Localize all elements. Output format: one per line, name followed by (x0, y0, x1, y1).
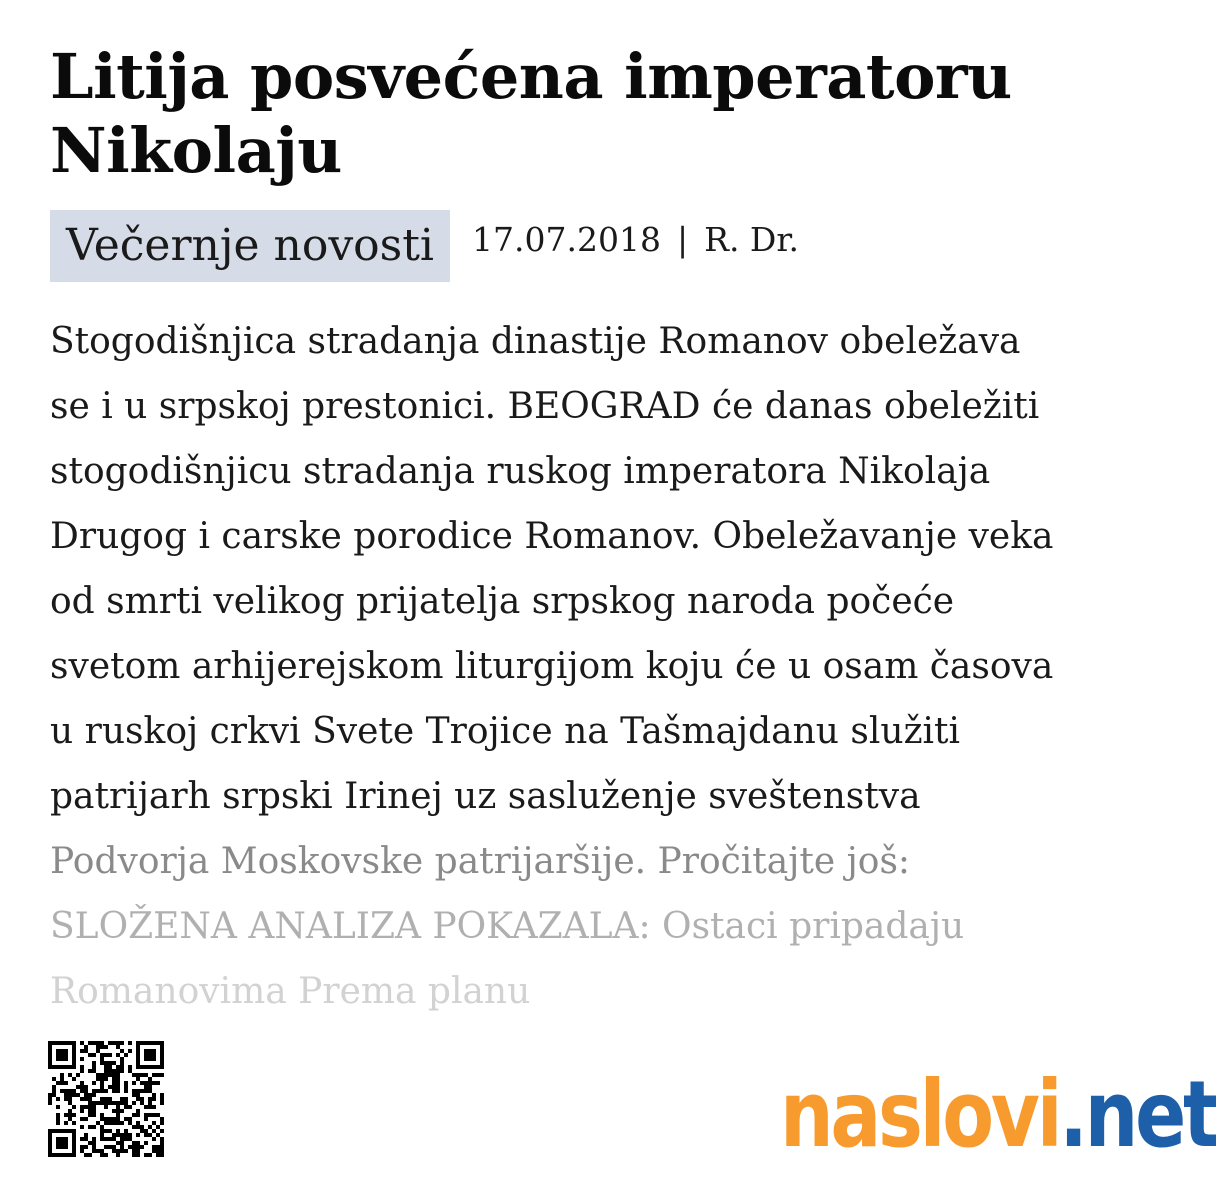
body-line: Podvorja Moskovske patrijaršije. Pročitajte još: (50, 841, 911, 882)
author-name: R. Dr. (704, 219, 800, 259)
source-badge[interactable]: Večernje novosti (50, 210, 450, 282)
body-line: Romanovima Prema planu (50, 971, 531, 1012)
body-line: se i u srpskoj prestonici. BEOGRAD će danas obeležiti (50, 386, 1040, 427)
body-line: Stogodišnjica stradanja dinastije Romanov obeležava (50, 321, 1021, 362)
body-line: stogodišnjicu stradanja ruskog imperatora Nikolaja (50, 451, 991, 492)
logo-part-net: .net (1059, 1061, 1216, 1168)
logo-part-naslovi: naslovi (780, 1061, 1060, 1168)
body-line: patrijarh srpski Irinej uz sasluženje sveštenstva (50, 776, 921, 817)
meta-separator: | (676, 219, 689, 259)
article-body (50, 309, 1150, 1024)
article (50, 40, 1150, 1024)
body-line: svetom arhijerejskom liturgijom koju će u osam časova (50, 646, 1054, 687)
body-line: SLOŽENA ANALIZA POKAZALA: Ostaci pripadaju (50, 906, 965, 947)
title-line-2: Nikolaju (50, 114, 342, 187)
body-line: od smrti velikog prijatelja srpskog naroda počeće (50, 581, 955, 622)
article-title (50, 40, 1150, 188)
article-meta (50, 210, 1150, 282)
site-logo[interactable] (780, 1055, 1216, 1175)
publish-date: 17.07.2018 (472, 219, 661, 259)
qr-code-icon[interactable] (48, 1036, 164, 1162)
date-author (472, 220, 799, 259)
body-line: u ruskoj crkvi Svete Trojice na Tašmajdanu služiti (50, 711, 961, 752)
body-line: Drugog i carske porodice Romanov. Obeležavanje veka (50, 516, 1054, 557)
title-line-1: Litija posvećena imperatoru (50, 40, 1012, 113)
